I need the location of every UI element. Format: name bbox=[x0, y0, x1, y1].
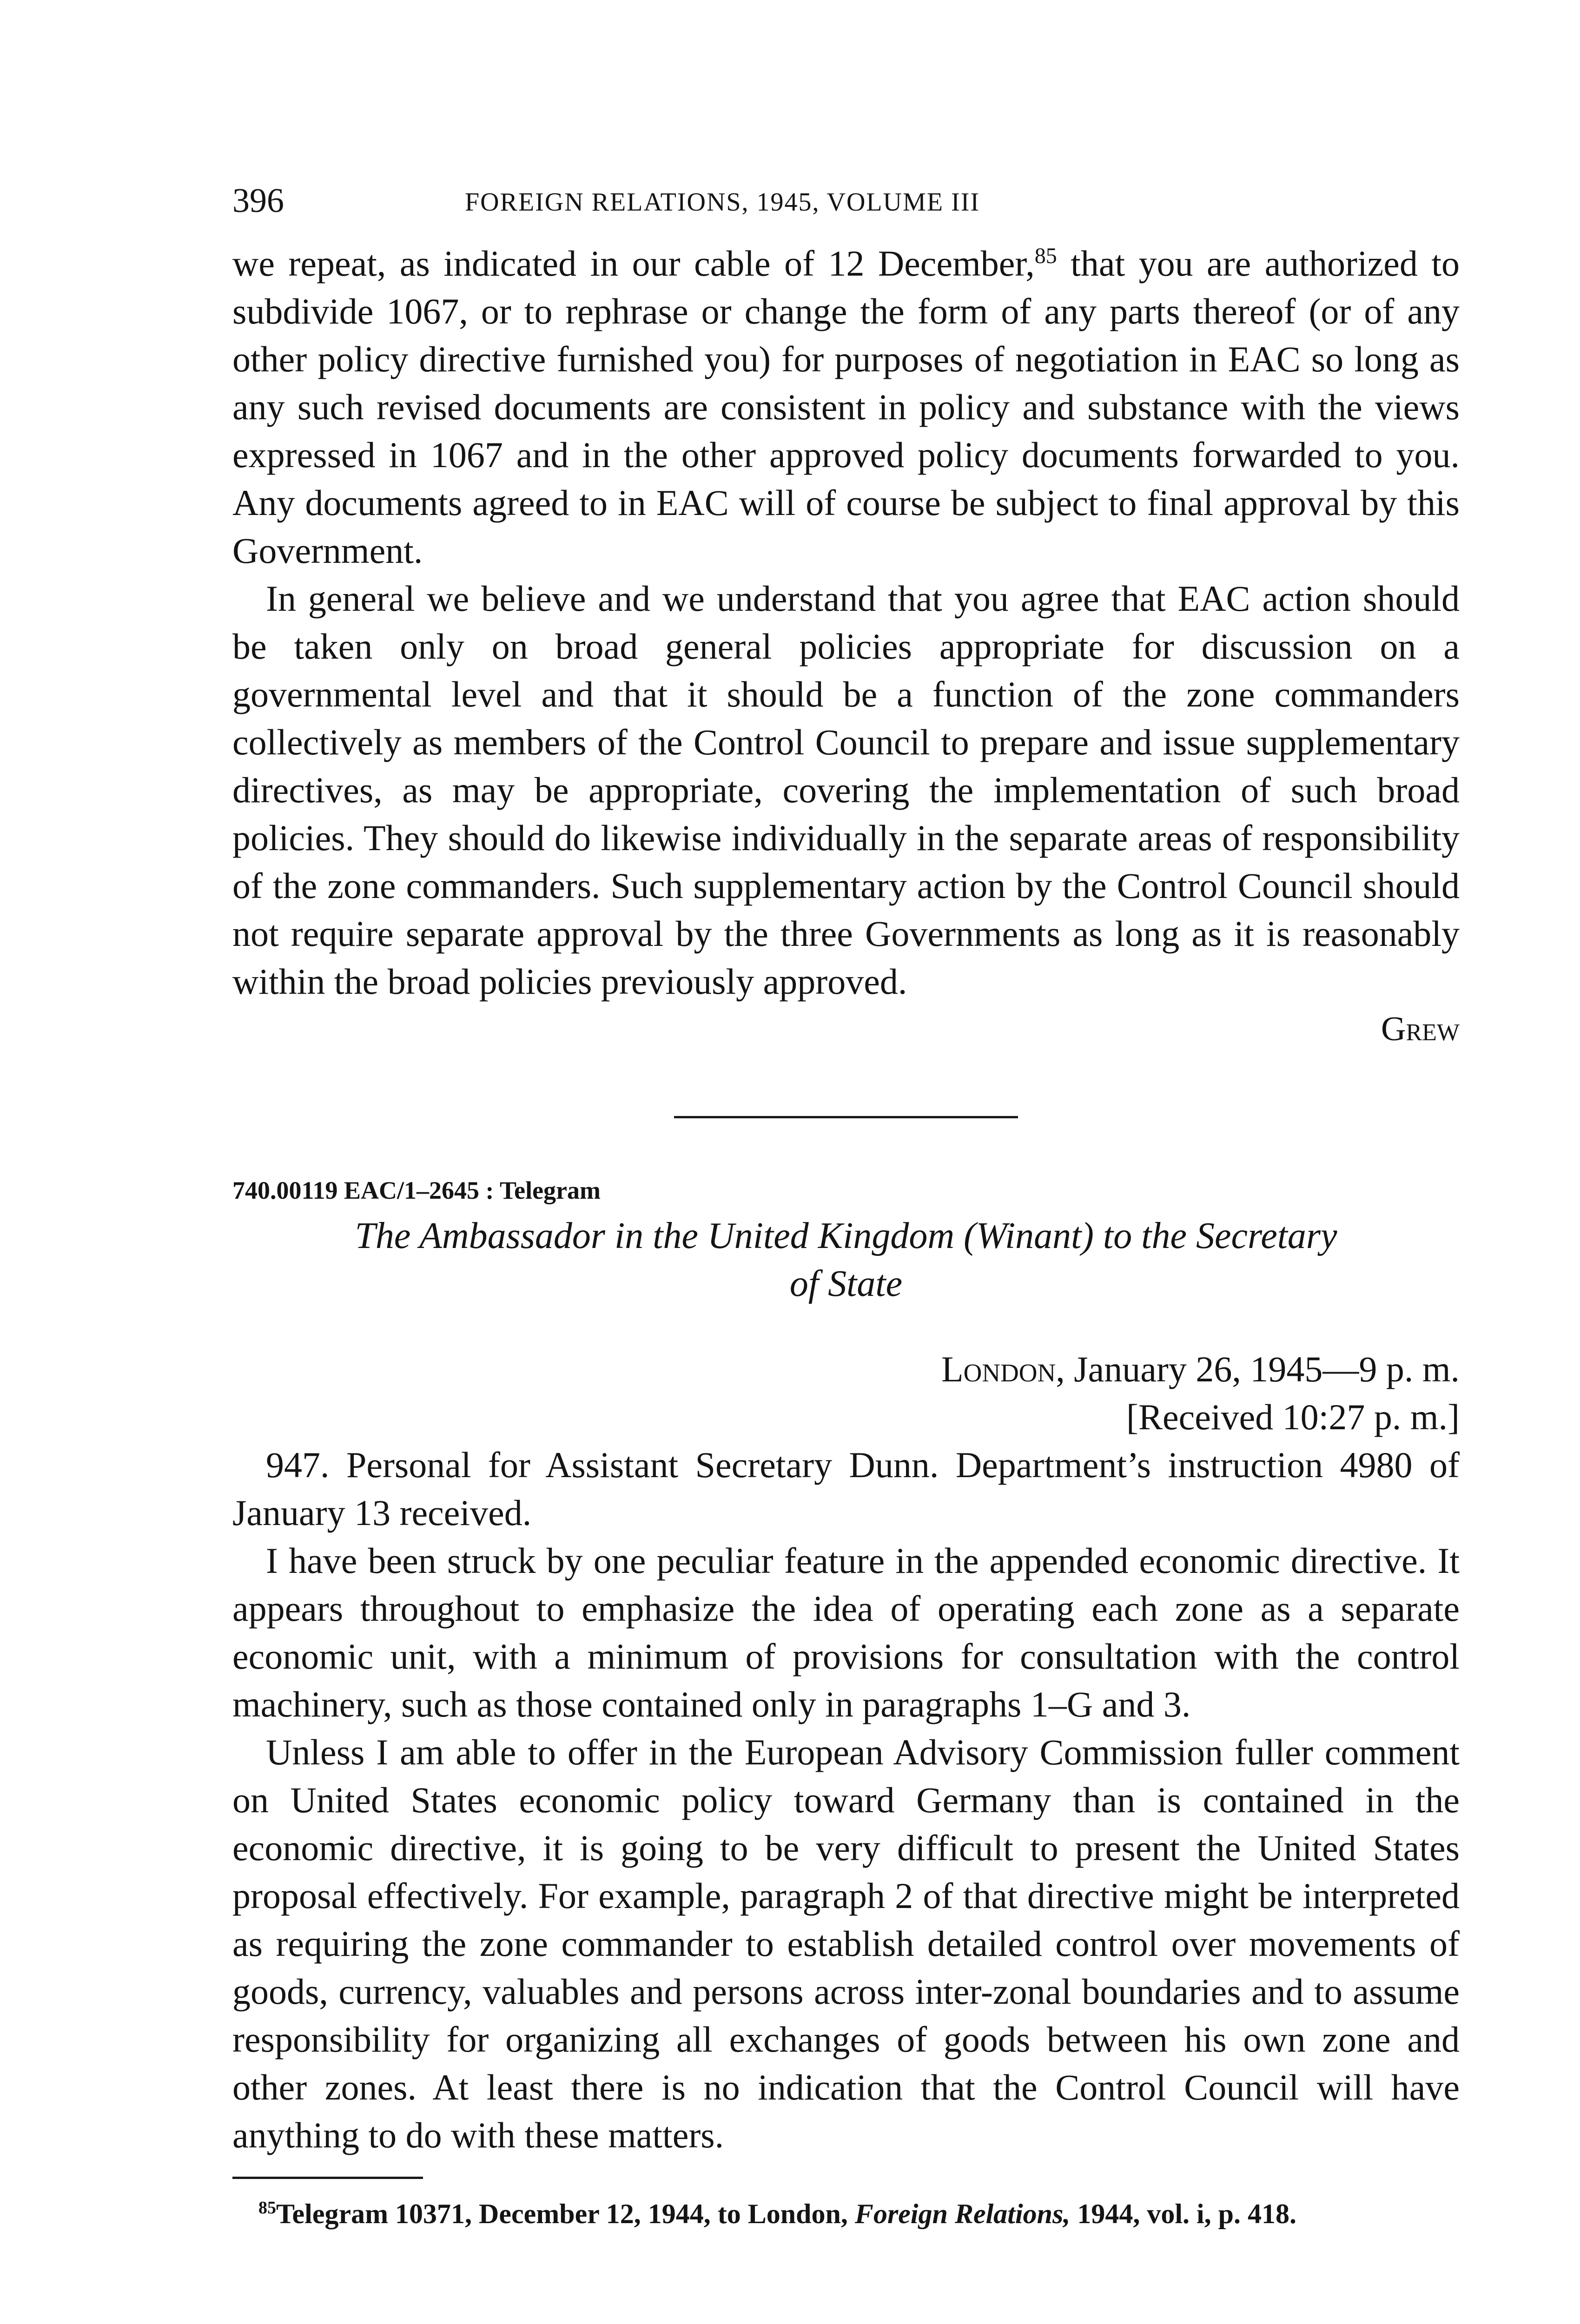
telegram-paragraph-3: Unless I am able to offer in the European Advisory Commission fuller comment on United States economic policy toward Germany than is contained in the economic directive, it is going to be very difficult to present the United States proposal effectively. For example, paragraph 2 of that directive might be interpreted as requiring the zone commander to establish detailed control over movements of goods, currency, valuables and persons across inter-zonal boundaries and to assume responsibility for organizing all exchanges of goods between his own zone and other zones. At least there is no indication that the Control Council will have anything to do with these matters. bbox=[232, 1732, 1460, 2155]
footnote-text-2: 1944, vol. i, p. 418. bbox=[1070, 2199, 1297, 2229]
footnote-text-1: Telegram 10371, December 12, 1944, to London, bbox=[276, 2199, 855, 2229]
dateline-date: January 26, 1945—9 p. m. bbox=[1064, 1349, 1460, 1389]
footnote-rule bbox=[232, 2177, 423, 2179]
footnote-title: Foreign Relations, bbox=[854, 2199, 1071, 2229]
footnote bbox=[232, 2196, 1460, 2232]
continuation-text-1: we repeat, as indicated in our cable of 12 December, bbox=[232, 243, 1035, 284]
dateline-sent bbox=[232, 1345, 1460, 1393]
file-reference: 740.00119 EAC/1–2645 : Telegram bbox=[232, 1176, 601, 1204]
dateline-place: London, bbox=[941, 1349, 1065, 1389]
signature: Grew bbox=[1381, 1010, 1460, 1048]
continuation-paragraph-2: In general we believe and we understand that you agree that EAC action should be taken only on broad general policies appropriate for discussion on a governmental level and that it should be a function of the zone commanders collectively as members of the Control Council to prepare and issue supplementary directives, as may be appropriate, covering the implementation of such broad policies. They should do likewise individually in the separate areas of responsibility of the zone commanders. Such supplementary action by the Control Council should not require separate approval by the three Governments as long as it is reasonably within the broad policies previously approved. bbox=[232, 578, 1460, 1002]
running-head bbox=[232, 184, 1460, 239]
telegram-paragraph-1: 947. Personal for Assistant Secretary Dunn. Department’s instruction 4980 of January 13 received. bbox=[232, 1445, 1460, 1533]
running-title: FOREIGN RELATIONS, 1945, VOLUME III bbox=[465, 188, 980, 217]
continuation-text-2: that you are authorized to subdivide 1067, or to rephrase or change the form of any parts thereof (or of any other policy directive furnished you) for purposes of negotiation in EAC so long as any such revised documents are consistent in policy and substance with the views expressed in 1067 and in the other approved policy documents forwarded to you. Any documents agreed to in EAC will of course be subject to final approval by this Government. bbox=[232, 243, 1460, 571]
dateline bbox=[232, 1345, 1460, 1441]
footnote-marker: 85 bbox=[258, 2198, 276, 2218]
heading-line-1: The Ambassador in the United Kingdom (Winant) to the Secretary bbox=[355, 1215, 1337, 1256]
separator-rule bbox=[674, 1116, 1018, 1118]
page-number: 396 bbox=[232, 182, 284, 220]
document-heading bbox=[232, 1212, 1460, 1308]
telegram-paragraph-2: I have been struck by one peculiar feature in the appended economic directive. It appears throughout to emphasize the idea of operating each zone as a separate economic unit, with a minimum of provisions for consultation with the control machinery, such as those contained only in paragraphs 1–G and 3. bbox=[232, 1540, 1460, 1724]
footnote-reference: 85 bbox=[1034, 244, 1057, 268]
page bbox=[232, 184, 1460, 2232]
heading-line-2: of State bbox=[789, 1263, 903, 1304]
dateline-received: [Received 10:27 p. m.] bbox=[1126, 1397, 1460, 1437]
continuation-paragraph-1 bbox=[232, 239, 1460, 574]
